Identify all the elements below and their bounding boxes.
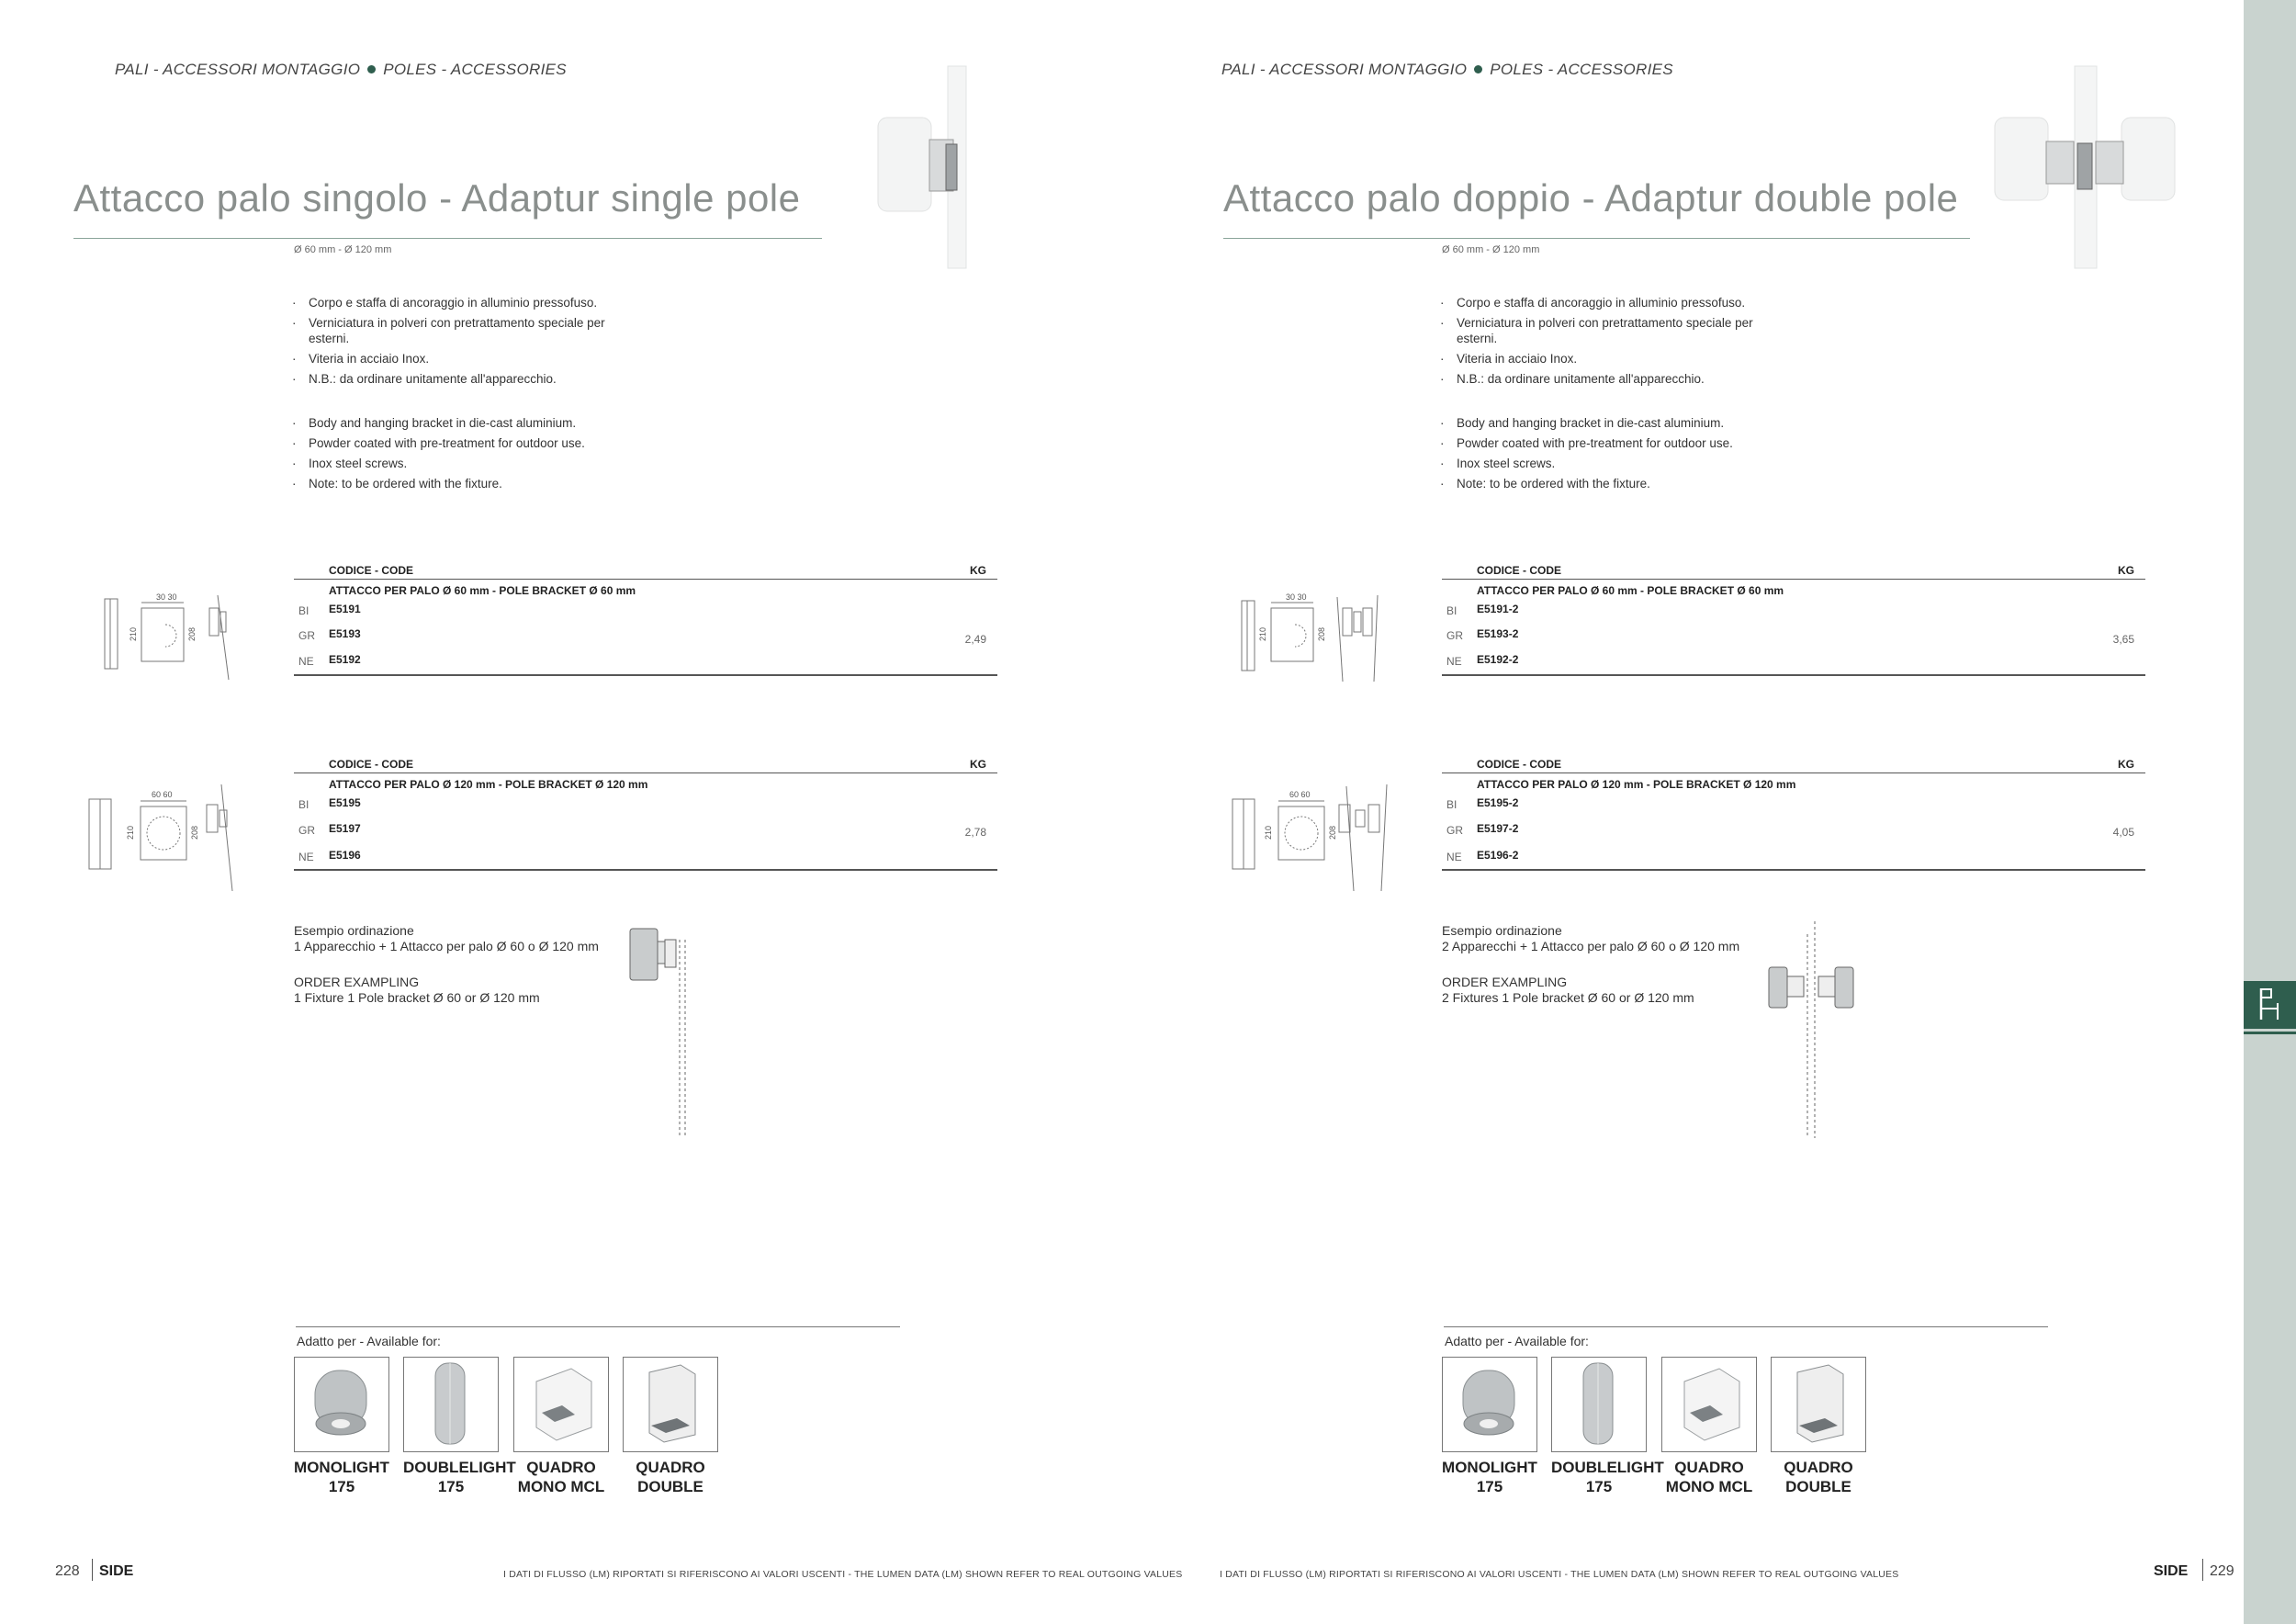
color-code: NE — [1446, 851, 1462, 863]
table-row — [294, 601, 997, 623]
technical-drawing-120 — [87, 779, 248, 894]
section-header-it: PALI - ACCESSORI MONTAGGIO — [115, 61, 361, 78]
table-header-kg: KG — [970, 564, 986, 577]
table-rule — [294, 579, 997, 580]
chapter-tab-underline — [2244, 1032, 2296, 1034]
product-name-line2: DOUBLE — [637, 1478, 703, 1495]
footer-note: I DATI DI FLUSSO (LM) RIPORTATI SI RIFERISCONO AI VALORI USCENTI - THE LUMEN DATA (LM) SHOWN REFER TO REAL OUTGOING VALUES — [1220, 1569, 1899, 1580]
product-name — [1661, 1458, 1757, 1496]
order-text-en: 2 Fixtures 1 Pole bracket Ø 60 or Ø 120 mm — [1442, 990, 1694, 1005]
table-subtitle: ATTACCO PER PALO Ø 60 mm - POLE BRACKET Ø 60 mm — [329, 584, 636, 597]
product-code: E5197 — [329, 822, 361, 835]
quadro-double-icon — [1772, 1358, 1863, 1449]
dim-top: 60 60 — [152, 790, 173, 799]
dim-left: 210 — [1258, 626, 1267, 641]
table-row — [294, 795, 997, 817]
doublelight-icon — [1552, 1358, 1644, 1449]
feature-item: · Powder coated with pre-treatment for outdoor use. — [292, 435, 641, 451]
doublelight-icon — [404, 1358, 496, 1449]
product-name — [1551, 1458, 1664, 1496]
section-header-it: PALI - ACCESSORI MONTAGGIO — [1221, 61, 1468, 78]
product-code: E5193-2 — [1477, 627, 1519, 640]
product-card-quadro-mono[interactable] — [513, 1357, 609, 1496]
product-code: E5193 — [329, 627, 361, 640]
product-name — [1771, 1458, 1866, 1496]
order-title-it: Esempio ordinazione — [1442, 923, 1562, 938]
product-name-line1: QUADRO — [636, 1459, 705, 1476]
product-name-line1: DOUBLELIGHT — [403, 1459, 516, 1476]
feature-item: · Body and hanging bracket in die-cast aluminium. — [292, 415, 641, 431]
table-row — [1442, 651, 2145, 673]
product-name-line2: 175 — [437, 1478, 465, 1495]
dim-left: 210 — [1264, 825, 1273, 840]
weight-value: 2,49 — [964, 633, 986, 646]
table-subtitle: ATTACCO PER PALO Ø 120 mm - POLE BRACKET Ø 120 mm — [1477, 778, 1796, 791]
flag-icon — [2257, 987, 2281, 1021]
order-text-it: 2 Apparecchi + 1 Attacco per palo Ø 60 o Ø 120 mm — [1442, 939, 1740, 953]
feature-item: · Corpo e staffa di ancoraggio in alluminio pressofuso. — [292, 295, 641, 310]
footer-brand: SIDE — [99, 1563, 134, 1579]
side-strip — [2244, 0, 2296, 1624]
color-code: GR — [1446, 824, 1463, 837]
product-name — [623, 1458, 718, 1496]
color-code: GR — [298, 629, 315, 642]
product-name-line1: DOUBLELIGHT — [1551, 1459, 1664, 1476]
table-header-code: CODICE - CODE — [1477, 564, 1562, 577]
feature-item: · Verniciatura in polveri con pretrattamento speciale per esterni. — [292, 315, 641, 346]
feature-item: · N.B.: da ordinare unitamente all'apparecchio. — [1440, 371, 1789, 387]
page-number: 228 — [55, 1563, 80, 1579]
dim-top: 60 60 — [1289, 790, 1311, 799]
product-name — [403, 1458, 516, 1496]
product-photo-double — [1993, 66, 2177, 268]
table-header-code: CODICE - CODE — [329, 758, 414, 771]
table-row — [294, 651, 997, 673]
order-text-en: 1 Fixture 1 Pole bracket Ø 60 or Ø 120 mm — [294, 990, 540, 1005]
product-code: E5195-2 — [1477, 796, 1519, 809]
weight-value: 4,05 — [2112, 826, 2134, 839]
technical-drawing-60 — [101, 588, 248, 689]
table-row — [1442, 795, 2145, 817]
section-header-en: POLES - ACCESSORIES — [1490, 61, 1673, 78]
product-card-monolight[interactable] — [294, 1357, 389, 1496]
feature-item: · Verniciatura in polveri con pretrattamento speciale per esterni. — [1440, 315, 1789, 346]
order-title-it: Esempio ordinazione — [294, 923, 414, 938]
monolight-icon — [1443, 1358, 1535, 1449]
feature-item: · Viteria in acciaio Inox. — [292, 351, 641, 367]
color-code: BI — [298, 604, 310, 617]
dim-top: 30 30 — [156, 592, 177, 602]
section-header-en: POLES - ACCESSORIES — [383, 61, 567, 78]
features-en — [1440, 415, 1789, 496]
product-thumb — [294, 1357, 389, 1452]
table-row — [294, 847, 997, 869]
table-row — [1442, 626, 2145, 648]
product-code: E5195 — [329, 796, 361, 809]
feature-item: · Corpo e staffa di ancoraggio in alluminio pressofuso. — [1440, 295, 1789, 310]
features-it — [1440, 295, 1789, 391]
quadro-mono-icon — [1662, 1358, 1754, 1449]
product-code: E5196 — [329, 849, 361, 862]
product-name-line2: DOUBLE — [1785, 1478, 1851, 1495]
order-title-en: ORDER EXAMPLING — [294, 975, 420, 989]
product-thumb — [623, 1357, 718, 1452]
table-header-kg: KG — [970, 758, 986, 771]
order-text-it: 1 Apparecchio + 1 Attacco per palo Ø 60 o Ø 120 mm — [294, 939, 599, 953]
footer-note: I DATI DI FLUSSO (LM) RIPORTATI SI RIFERISCONO AI VALORI USCENTI - THE LUMEN DATA (LM) SHOWN REFER TO REAL OUTGOING VALUES — [503, 1569, 1183, 1580]
dim-left: 210 — [129, 626, 138, 641]
dim-right: 208 — [1328, 825, 1337, 840]
order-illustration-single — [625, 923, 689, 1144]
product-card-quadro-double[interactable] — [623, 1357, 718, 1496]
product-thumb — [1442, 1357, 1537, 1452]
footer-separator — [2202, 1559, 2203, 1581]
section-header — [1221, 61, 1673, 79]
product-code: E5192-2 — [1477, 653, 1519, 666]
product-photo-single — [872, 66, 983, 268]
feature-item: · N.B.: da ordinare unitamente all'apparecchio. — [292, 371, 641, 387]
title-rule — [1223, 238, 1970, 239]
order-example — [294, 923, 599, 1006]
product-name-line2: 175 — [328, 1478, 355, 1495]
features-en — [292, 415, 641, 496]
product-thumb — [513, 1357, 609, 1452]
color-code: BI — [298, 798, 310, 811]
color-code: GR — [298, 824, 315, 837]
product-card-doublelight[interactable] — [1551, 1357, 1664, 1496]
table-row — [1442, 847, 2145, 869]
product-name-line2: MONO MCL — [1665, 1478, 1753, 1495]
product-code: E5191 — [329, 603, 361, 615]
feature-item: · Inox steel screws. — [1440, 456, 1789, 471]
product-card-monolight[interactable] — [1442, 1357, 1537, 1496]
table-header-code: CODICE - CODE — [1477, 758, 1562, 771]
feature-item: · Inox steel screws. — [292, 456, 641, 471]
table-row — [1442, 820, 2145, 842]
color-code: BI — [1446, 798, 1458, 811]
product-thumb — [403, 1357, 499, 1452]
size-note: Ø 60 mm - Ø 120 mm — [1442, 244, 1540, 255]
dim-right: 208 — [1317, 626, 1326, 641]
page-title: Attacco palo doppio - Adaptur double pole — [1223, 176, 1959, 220]
available-label: Adatto per - Available for: — [297, 1334, 441, 1348]
product-code: E5191-2 — [1477, 603, 1519, 615]
feature-item: · Powder coated with pre-treatment for outdoor use. — [1440, 435, 1789, 451]
product-name-line1: MONOLIGHT — [294, 1459, 389, 1476]
available-rule — [296, 1326, 900, 1327]
feature-item: · Note: to be ordered with the fixture. — [292, 476, 641, 491]
product-card-doublelight[interactable] — [403, 1357, 516, 1496]
feature-item: · Note: to be ordered with the fixture. — [1440, 476, 1789, 491]
table-header-code: CODICE - CODE — [329, 564, 414, 577]
table-subtitle: ATTACCO PER PALO Ø 120 mm - POLE BRACKET Ø 120 mm — [329, 778, 648, 791]
product-name — [294, 1458, 389, 1496]
table-row — [294, 820, 997, 842]
color-code: NE — [298, 655, 314, 668]
quadro-mono-icon — [514, 1358, 606, 1449]
product-thumb — [1551, 1357, 1647, 1452]
table-rule — [1442, 869, 2145, 871]
product-name — [1442, 1458, 1537, 1496]
dim-top: 30 30 — [1286, 592, 1307, 602]
product-thumb — [1771, 1357, 1866, 1452]
product-name-line2: 175 — [1585, 1478, 1613, 1495]
page-number: 229 — [2210, 1563, 2234, 1579]
color-code: BI — [1446, 604, 1458, 617]
table-rule — [1442, 674, 2145, 676]
feature-item: · Viteria in acciaio Inox. — [1440, 351, 1789, 367]
product-name-line2: MONO MCL — [517, 1478, 605, 1495]
dim-right: 208 — [190, 825, 199, 840]
footer-separator — [92, 1559, 93, 1581]
table-rule — [294, 674, 997, 676]
product-name-line2: 175 — [1476, 1478, 1503, 1495]
product-code: E5192 — [329, 653, 361, 666]
quadro-double-icon — [624, 1358, 715, 1449]
product-name-line1: QUADRO — [1674, 1459, 1744, 1476]
product-thumb — [1661, 1357, 1757, 1452]
color-code: GR — [1446, 629, 1463, 642]
color-code: NE — [298, 851, 314, 863]
color-code: NE — [1446, 655, 1462, 668]
product-code: E5197-2 — [1477, 822, 1519, 835]
page-title: Attacco palo singolo - Adaptur single pole — [73, 176, 801, 220]
monolight-icon — [295, 1358, 387, 1449]
available-rule — [1444, 1326, 2048, 1327]
size-note: Ø 60 mm - Ø 120 mm — [294, 244, 392, 255]
dim-right: 208 — [187, 626, 197, 641]
header-dot — [367, 65, 376, 73]
product-card-quadro-double[interactable] — [1771, 1357, 1866, 1496]
table-row — [294, 626, 997, 648]
table-header-kg: KG — [2118, 758, 2134, 771]
product-name-line1: QUADRO — [1784, 1459, 1853, 1476]
page-right — [1148, 0, 2296, 1624]
available-label: Adatto per - Available for: — [1445, 1334, 1589, 1348]
feature-item: · Body and hanging bracket in die-cast aluminium. — [1440, 415, 1789, 431]
product-name-line1: QUADRO — [526, 1459, 596, 1476]
footer-brand: SIDE — [2154, 1563, 2189, 1579]
order-title-en: ORDER EXAMPLING — [1442, 975, 1568, 989]
features-it — [292, 295, 641, 391]
section-header — [115, 61, 567, 79]
table-subtitle: ATTACCO PER PALO Ø 60 mm - POLE BRACKET Ø 60 mm — [1477, 584, 1784, 597]
product-card-quadro-mono[interactable] — [1661, 1357, 1757, 1496]
product-name — [513, 1458, 609, 1496]
table-rule — [294, 869, 997, 871]
technical-drawing-60 — [1240, 588, 1396, 689]
order-illustration-double — [1765, 921, 1857, 1142]
weight-value: 2,78 — [964, 826, 986, 839]
table-row — [1442, 601, 2145, 623]
weight-value: 3,65 — [2112, 633, 2134, 646]
product-name-line1: MONOLIGHT — [1442, 1459, 1537, 1476]
header-dot — [1474, 65, 1482, 73]
product-code: E5196-2 — [1477, 849, 1519, 862]
title-rule — [73, 238, 822, 239]
table-header-kg: KG — [2118, 564, 2134, 577]
order-example — [1442, 923, 1739, 1006]
technical-drawing-120 — [1231, 779, 1396, 894]
table-rule — [1442, 579, 2145, 580]
dim-left: 210 — [126, 825, 135, 840]
